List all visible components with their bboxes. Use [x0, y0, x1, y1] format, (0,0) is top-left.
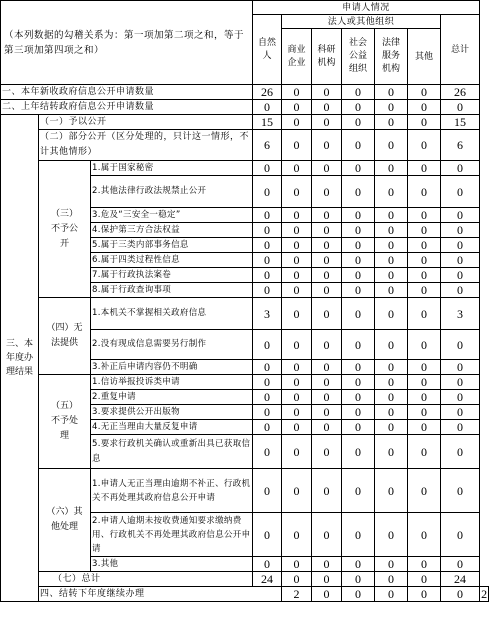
unable-group-label: （四）无法提供: [39, 298, 91, 375]
cell-value: 0: [342, 115, 375, 130]
table-row: [1, 572, 489, 587]
row-label: 2.其他法律行政法规禁止公开: [91, 176, 253, 208]
cell-value: 0: [312, 253, 342, 268]
cell-value: 0: [408, 268, 441, 283]
cell-value: 0: [408, 115, 441, 130]
table-row: [1, 115, 489, 130]
cell-value: 15: [253, 115, 282, 130]
cell-value: 0: [441, 469, 480, 513]
cell-value: 0: [342, 390, 375, 405]
cell-value: 15: [441, 115, 480, 130]
cell-value: 0: [282, 268, 312, 283]
cell-value: 0: [282, 420, 312, 435]
research-header: 科研机构: [312, 29, 342, 85]
row-label: 3.危及“三安全一稳定”: [91, 208, 253, 223]
cell-value: 0: [441, 435, 480, 469]
row-label: 2.申请人逾期未按收费通知要求缴纳费用、行政机关不再处理其政府信息公开申请: [91, 513, 253, 557]
row-label: 3.其他: [91, 557, 253, 572]
table-row: [1, 469, 489, 513]
other-handling-group-label: （六）其他处理: [39, 469, 91, 572]
cell-value: 0: [441, 100, 480, 115]
row-label: 1.信访举报投诉类申请: [91, 375, 253, 390]
cell-value: 0: [253, 557, 282, 572]
cell-value: 0: [342, 420, 375, 435]
cell-value: 0: [408, 330, 441, 360]
cell-value: 0: [408, 130, 441, 161]
table-row: [1, 161, 489, 176]
cell-value: 0: [375, 85, 408, 100]
row-label: 5.要求行政机关确认或重新出具已获取信息: [91, 435, 253, 469]
cell-value: 0: [375, 268, 408, 283]
cell-value: 2: [481, 587, 488, 601]
cell-value: 0: [282, 253, 312, 268]
cell-value: 0: [312, 223, 342, 238]
cell-value: 0: [253, 161, 282, 176]
cell-value: 0: [441, 513, 480, 557]
cell-value: 0: [312, 161, 342, 176]
total-header: 总计: [441, 15, 480, 85]
cell-value: 0: [408, 253, 441, 268]
cell-value: 3: [253, 298, 282, 330]
cell-value: 0: [408, 283, 441, 298]
cell-value: 0: [342, 572, 375, 587]
cell-value: 0: [253, 390, 282, 405]
social-welfare-header: 社会公益组织: [342, 29, 375, 85]
cell-value: 0: [253, 253, 282, 268]
cell-value: 0: [408, 405, 441, 420]
cell-value: 0: [342, 405, 375, 420]
cell-value: 0: [408, 557, 441, 572]
cell-value: 0: [282, 330, 312, 360]
cell-value: 0: [375, 176, 408, 208]
cell-value: 0: [312, 469, 342, 513]
cell-value: 0: [441, 223, 480, 238]
table-row: [1, 85, 489, 100]
row-label: （二）部分公开（区分处理的，只计这一情形，不计其他情形）: [39, 130, 253, 161]
cell-value: 3: [441, 298, 480, 330]
cell-value: 0: [312, 238, 342, 253]
cell-value: 0: [408, 360, 441, 375]
cell-value: 0: [282, 435, 312, 469]
cell-value: 0: [253, 268, 282, 283]
cell-value: 0: [441, 405, 480, 420]
row-label: 6.属于四类过程性信息: [91, 253, 253, 268]
cell-value: 2: [282, 587, 312, 602]
row-label: 1.属于国家秘密: [91, 161, 253, 176]
table-row: [1, 130, 489, 161]
cell-value: 0: [312, 513, 342, 557]
cell-value: 0: [253, 513, 282, 557]
cell-value: 0: [441, 360, 480, 375]
cell-value: 0: [408, 298, 441, 330]
section-three-label: 三、本年度办理结果: [1, 115, 39, 602]
cell-value: 0: [408, 390, 441, 405]
cell-value: 0: [342, 100, 375, 115]
cell-value: 0: [282, 161, 312, 176]
cell-value: 26: [253, 85, 282, 100]
cell-value: 0: [441, 208, 480, 223]
cell-value: 0: [342, 469, 375, 513]
cell-value: 0: [408, 223, 441, 238]
cell-value: 0: [282, 283, 312, 298]
cell-value: 6: [253, 130, 282, 161]
row-label: 3.要求提供公开出版物: [91, 405, 253, 420]
cell-value: 0: [408, 100, 441, 115]
cell-value: 0: [282, 85, 312, 100]
cell-value: 0: [408, 469, 441, 513]
cell-value: 0: [282, 557, 312, 572]
cell-value: 0: [253, 469, 282, 513]
cell-value: 0: [375, 469, 408, 513]
not-processed-group-label: （五）不予处理: [39, 375, 91, 469]
cell-value: 0: [342, 130, 375, 161]
cell-value: 0: [282, 572, 312, 587]
relation-note: （本列数据的勾稽关系为：第一项加第二项之和，等于第三项加第四项之和）: [1, 1, 253, 85]
cell-value: 0: [253, 223, 282, 238]
row-label: 2.没有现成信息需要另行制作: [91, 330, 253, 360]
cell-value: 0: [375, 161, 408, 176]
cell-value: 0: [342, 223, 375, 238]
row-label: 1.本机关不掌握相关政府信息: [91, 298, 253, 330]
cell-value: 0: [282, 100, 312, 115]
cell-value: 0: [342, 435, 375, 469]
cell-value: 0: [312, 360, 342, 375]
cell-value: 0: [441, 330, 480, 360]
cell-value: 0: [441, 238, 480, 253]
cell-value: 0: [312, 435, 342, 469]
cell-value: 0: [441, 161, 480, 176]
cell-value: 0: [342, 375, 375, 390]
cell-value: 0: [253, 176, 282, 208]
row-label: 4.无正当理由大量反复申请: [91, 420, 253, 435]
cell-value: 26: [441, 85, 480, 100]
cell-value: 0: [375, 405, 408, 420]
cell-value: 0: [342, 253, 375, 268]
cell-value: 0: [375, 223, 408, 238]
cell-value: 0: [312, 208, 342, 223]
cell-value: 0: [375, 513, 408, 557]
cell-value: 0: [375, 208, 408, 223]
cell-value: 0: [408, 208, 441, 223]
cell-value: 0: [253, 283, 282, 298]
cell-value: 0: [282, 238, 312, 253]
cell-value: 0: [282, 469, 312, 513]
cell-value: 0: [312, 557, 342, 572]
cell-value: 0: [342, 330, 375, 360]
cell-value: 0: [312, 85, 342, 100]
cell-value: 0: [375, 283, 408, 298]
cell-value: 0: [342, 557, 375, 572]
cell-value: 0: [441, 268, 480, 283]
cell-value: 0: [282, 130, 312, 161]
cell-value: 0: [253, 375, 282, 390]
cell-value: 24: [441, 572, 480, 587]
cell-value: 0: [312, 587, 342, 602]
table-row: [1, 587, 489, 602]
cell-value: 0: [312, 130, 342, 161]
cell-value: 0: [375, 420, 408, 435]
cell-value: 0: [441, 557, 480, 572]
cell-value: 0: [375, 253, 408, 268]
cell-value: 0: [312, 268, 342, 283]
cell-value: 0: [441, 176, 480, 208]
cell-value: 0: [441, 253, 480, 268]
cell-value: 0: [282, 115, 312, 130]
cell-value: 6: [441, 130, 480, 161]
cell-value: 0: [408, 238, 441, 253]
cell-value: 0: [375, 130, 408, 161]
row-label: 1.申请人无正当理由逾期不补正、行政机关不再处理其政府信息公开申请: [91, 469, 253, 513]
cell-value: 0: [441, 283, 480, 298]
cell-value: 0: [375, 115, 408, 130]
natural-person-header: 自然人: [253, 15, 282, 85]
cell-value: 0: [441, 587, 480, 602]
cell-value: 0: [312, 283, 342, 298]
cell-value: 0: [342, 208, 375, 223]
cell-value: 0: [342, 238, 375, 253]
cell-value: 0: [408, 176, 441, 208]
table-row: [1, 100, 489, 115]
other-header: 其他: [408, 29, 441, 85]
row-label: （一）予以公开: [39, 115, 253, 130]
cell-value: 0: [408, 420, 441, 435]
cell-value: 0: [375, 587, 408, 602]
cell-value: 0: [312, 298, 342, 330]
cell-value: 0: [342, 268, 375, 283]
table-row: [1, 298, 489, 330]
cell-value: 0: [282, 405, 312, 420]
cell-value: 0: [312, 330, 342, 360]
cell-value: 0: [342, 587, 375, 602]
cell-value: 0: [282, 298, 312, 330]
cell-value: 0: [253, 405, 282, 420]
row-label: 二、上年结转政府信息公开申请数量: [1, 100, 253, 115]
cell-value: 0: [312, 572, 342, 587]
commercial-header: 商业企业: [282, 29, 312, 85]
cell-value: 0: [408, 587, 441, 602]
cell-value: 0: [253, 360, 282, 375]
cell-value: 0: [312, 176, 342, 208]
cell-value: 0: [253, 435, 282, 469]
cell-value: 0: [408, 513, 441, 557]
cell-value: 24: [253, 572, 282, 587]
legal-service-header: 法律服务机构: [375, 29, 408, 85]
cell-value: 0: [375, 100, 408, 115]
cell-value: 0: [342, 85, 375, 100]
cell-value: 0: [408, 85, 441, 100]
cell-value: 0: [342, 283, 375, 298]
row-label: 5.属于三类内部事务信息: [91, 238, 253, 253]
cell-value: 0: [375, 238, 408, 253]
cell-value: 0: [375, 330, 408, 360]
cell-value: 0: [312, 375, 342, 390]
cell-value: 0: [253, 208, 282, 223]
cell-value: 0: [312, 390, 342, 405]
cell-value: 0: [375, 360, 408, 375]
row-label: 4.保护第三方合法权益: [91, 223, 253, 238]
cell-value: 0: [253, 238, 282, 253]
cell-value: 0: [312, 405, 342, 420]
row-label: （七）总计: [39, 572, 253, 587]
cell-value: 0: [408, 572, 441, 587]
cell-value: 0: [253, 330, 282, 360]
cell-value: 0: [312, 100, 342, 115]
cell-value: 0: [408, 375, 441, 390]
cell-value: 0: [282, 360, 312, 375]
row-label: 8.属于行政查询事项: [91, 283, 253, 298]
cell-value: 0: [342, 298, 375, 330]
cell-value: 0: [312, 420, 342, 435]
cell-value: 0: [282, 176, 312, 208]
legal-entity-group-header: 法人或其他组织: [282, 15, 441, 29]
cell-value: 0: [375, 572, 408, 587]
cell-value: 0: [282, 513, 312, 557]
cell-value: 0: [375, 557, 408, 572]
cell-value: 0: [408, 161, 441, 176]
cell-value: 0: [282, 390, 312, 405]
cell-value: 0: [342, 176, 375, 208]
table-row: [1, 375, 489, 390]
cell-value: 0: [253, 420, 282, 435]
row-label: 四、结转下年度继续办理: [39, 587, 282, 602]
row-label: 7.属于行政执法案卷: [91, 268, 253, 283]
cell-value: 0: [375, 375, 408, 390]
row-label: 2.重复申请: [91, 390, 253, 405]
cell-value: 0: [441, 390, 480, 405]
cell-value: 0: [375, 390, 408, 405]
cell-value: 0: [253, 100, 282, 115]
row-label: 一、本年新收政府信息公开申请数量: [1, 85, 253, 100]
cell-value: 0: [441, 420, 480, 435]
cell-value: 0: [282, 375, 312, 390]
applicant-status-header: 申请人情况: [253, 1, 480, 15]
cell-value: 0: [408, 435, 441, 469]
cell-value: 0: [342, 513, 375, 557]
cell-value: 0: [282, 223, 312, 238]
cell-value: 0: [312, 115, 342, 130]
cell-value: 0: [282, 208, 312, 223]
cell-value: 0: [342, 360, 375, 375]
cell-value: 0: [342, 161, 375, 176]
denied-group-label: （三）不予公开: [39, 161, 91, 298]
row-label: 3.补正后申请内容仍不明确: [91, 360, 253, 375]
cell-value: 0: [441, 375, 480, 390]
cell-value: 0: [375, 298, 408, 330]
cell-value: 0: [375, 435, 408, 469]
